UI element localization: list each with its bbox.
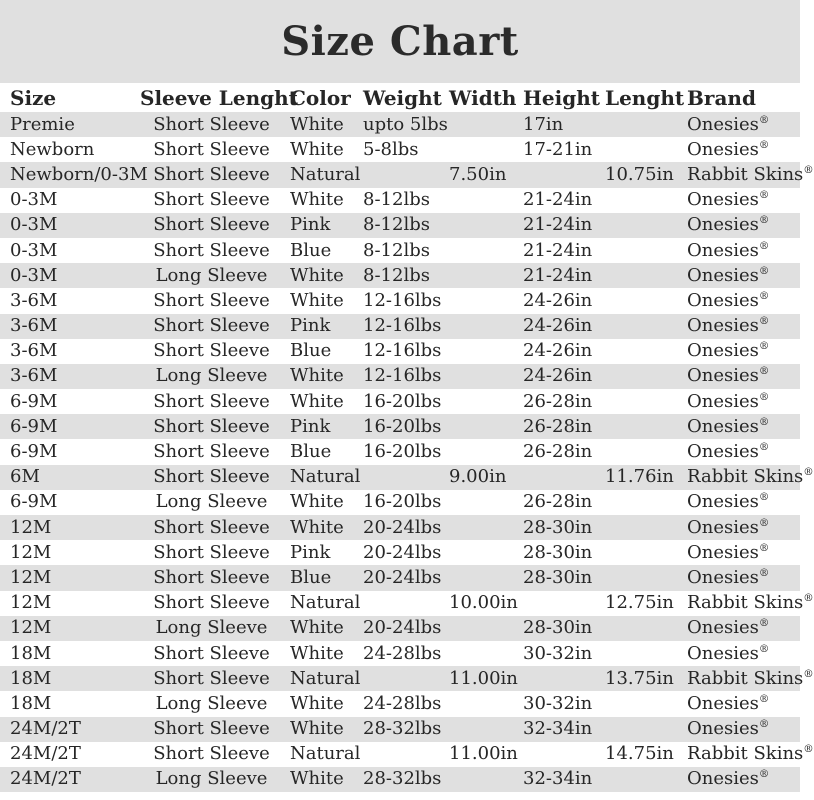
cell-sleeve_length: Short Sleeve	[153, 466, 270, 488]
cell-sleeve_length: Short Sleeve	[153, 566, 270, 588]
cell-size: 6-9M	[10, 441, 58, 463]
cell-brand: Onesies®	[687, 692, 770, 714]
cell-color: Blue	[290, 239, 332, 261]
cell-sleeve_length: Short Sleeve	[153, 340, 270, 362]
table-row	[0, 288, 800, 313]
cell-color: White	[290, 113, 344, 135]
column-header-length: Lenght	[605, 85, 685, 110]
cell-size: Newborn	[10, 138, 95, 160]
cell-sleeve_length: Long Sleeve	[155, 491, 268, 513]
cell-size: 24M/2T	[10, 743, 81, 765]
cell-weight: 24-28lbs	[363, 642, 442, 664]
column-header-brand: Brand	[687, 85, 756, 110]
cell-weight: 12-16lbs	[363, 315, 442, 337]
cell-brand: Onesies®	[687, 441, 770, 463]
cell-sleeve_length: Short Sleeve	[153, 239, 270, 261]
cell-color: Natural	[290, 163, 361, 185]
cell-color: White	[290, 718, 344, 740]
table-row	[0, 666, 814, 691]
cell-sleeve_length: Short Sleeve	[153, 138, 270, 160]
cell-color: Pink	[290, 315, 331, 337]
cell-size: 12M	[10, 592, 52, 614]
cell-weight: 16-20lbs	[363, 491, 442, 513]
cell-brand: Onesies®	[687, 189, 770, 211]
cell-sleeve_length: Long Sleeve	[155, 692, 268, 714]
table-row	[0, 742, 814, 767]
cell-height: 32-34in	[523, 768, 593, 790]
cell-brand: Onesies®	[687, 516, 770, 538]
cell-size: 0-3M	[10, 214, 58, 236]
cell-size: 18M	[10, 642, 52, 664]
cell-size: 3-6M	[10, 365, 58, 387]
cell-sleeve_length: Short Sleeve	[153, 642, 270, 664]
column-header-width: Width	[449, 85, 517, 110]
cell-weight: 8-12lbs	[363, 264, 430, 286]
cell-size: 0-3M	[10, 239, 58, 261]
cell-brand: Rabbit Skins®	[687, 743, 814, 765]
cell-height: 30-32in	[523, 692, 593, 714]
cell-height: 24-26in	[523, 289, 593, 311]
table-row	[0, 439, 800, 464]
cell-height: 28-30in	[523, 516, 593, 538]
size-chart-table	[0, 83, 814, 792]
table-row	[0, 188, 800, 213]
cell-size: 3-6M	[10, 289, 58, 311]
table-row	[0, 490, 800, 515]
cell-sleeve_length: Short Sleeve	[153, 390, 270, 412]
cell-brand: Onesies®	[687, 113, 770, 135]
cell-size: 18M	[10, 692, 52, 714]
cell-height: 28-30in	[523, 541, 593, 563]
cell-size: 6M	[10, 466, 40, 488]
cell-weight: 16-20lbs	[363, 441, 442, 463]
cell-sleeve_length: Short Sleeve	[153, 541, 270, 563]
cell-size: 12M	[10, 516, 52, 538]
cell-brand: Onesies®	[687, 617, 770, 639]
cell-height: 24-26in	[523, 365, 593, 387]
cell-color: White	[290, 289, 344, 311]
cell-sleeve_length: Short Sleeve	[153, 516, 270, 538]
cell-weight: 12-16lbs	[363, 365, 442, 387]
cell-length: 14.75in	[605, 743, 674, 765]
cell-height: 28-30in	[523, 617, 593, 639]
cell-sleeve_length: Short Sleeve	[153, 113, 270, 135]
cell-color: Pink	[290, 541, 331, 563]
cell-weight: 20-24lbs	[363, 541, 442, 563]
cell-height: 26-28in	[523, 441, 593, 463]
cell-height: 21-24in	[523, 214, 593, 236]
table-row	[0, 238, 800, 263]
cell-height: 26-28in	[523, 415, 593, 437]
cell-sleeve_length: Long Sleeve	[155, 365, 268, 387]
cell-color: White	[290, 516, 344, 538]
cell-weight: 28-32lbs	[363, 768, 442, 790]
cell-color: Natural	[290, 592, 361, 614]
cell-brand: Onesies®	[687, 340, 770, 362]
cell-sleeve_length: Long Sleeve	[155, 617, 268, 639]
cell-sleeve_length: Short Sleeve	[153, 415, 270, 437]
cell-sleeve_length: Short Sleeve	[153, 592, 270, 614]
cell-sleeve_length: Short Sleeve	[153, 163, 270, 185]
table-body	[0, 112, 814, 792]
cell-brand: Rabbit Skins®	[687, 163, 814, 185]
cell-height: 21-24in	[523, 189, 593, 211]
table-row	[0, 540, 800, 565]
table-row	[0, 112, 800, 137]
cell-length: 10.75in	[605, 163, 674, 185]
cell-sleeve_length: Short Sleeve	[153, 315, 270, 337]
cell-weight: 8-12lbs	[363, 214, 430, 236]
table-row	[0, 364, 800, 389]
cell-sleeve_length: Short Sleeve	[153, 743, 270, 765]
page-title: Size Chart	[281, 18, 519, 65]
table-header-row	[0, 83, 800, 112]
table-row	[0, 616, 800, 641]
cell-weight: 20-24lbs	[363, 617, 442, 639]
cell-size: 18M	[10, 667, 52, 689]
cell-height: 32-34in	[523, 718, 593, 740]
cell-length: 13.75in	[605, 667, 674, 689]
cell-height: 17-21in	[523, 138, 593, 160]
cell-size: 3-6M	[10, 315, 58, 337]
cell-height: 21-24in	[523, 264, 593, 286]
cell-brand: Onesies®	[687, 214, 770, 236]
cell-color: Natural	[290, 667, 361, 689]
cell-brand: Onesies®	[687, 541, 770, 563]
cell-size: 0-3M	[10, 189, 58, 211]
cell-weight: 8-12lbs	[363, 239, 430, 261]
cell-size: 12M	[10, 617, 52, 639]
cell-color: Pink	[290, 214, 331, 236]
cell-width: 9.00in	[449, 466, 507, 488]
cell-brand: Onesies®	[687, 289, 770, 311]
cell-brand: Onesies®	[687, 390, 770, 412]
cell-sleeve_length: Short Sleeve	[153, 214, 270, 236]
cell-height: 17in	[523, 113, 564, 135]
table-row	[0, 591, 814, 616]
cell-weight: 20-24lbs	[363, 516, 442, 538]
title-band	[0, 0, 800, 83]
table-row	[0, 717, 800, 742]
table-row	[0, 137, 800, 162]
table-row	[0, 213, 800, 238]
cell-size: 6-9M	[10, 491, 58, 513]
table-row	[0, 465, 814, 490]
cell-color: Natural	[290, 743, 361, 765]
cell-size: 6-9M	[10, 415, 58, 437]
cell-weight: 8-12lbs	[363, 189, 430, 211]
table-row	[0, 515, 800, 540]
cell-brand: Rabbit Skins®	[687, 466, 814, 488]
cell-color: White	[290, 138, 344, 160]
cell-size: 12M	[10, 541, 52, 563]
column-header-sleeve-length: Sleeve Lenght	[140, 85, 298, 110]
cell-size: 24M/2T	[10, 718, 81, 740]
table-row	[0, 414, 800, 439]
cell-color: White	[290, 365, 344, 387]
cell-sleeve_length: Short Sleeve	[153, 718, 270, 740]
cell-height: 28-30in	[523, 566, 593, 588]
cell-brand: Onesies®	[687, 491, 770, 513]
cell-width: 10.00in	[449, 592, 518, 614]
cell-color: Blue	[290, 566, 332, 588]
cell-height: 24-26in	[523, 340, 593, 362]
table-row	[0, 389, 800, 414]
cell-length: 11.76in	[605, 466, 674, 488]
table-row	[0, 314, 800, 339]
table-row	[0, 162, 814, 187]
cell-sleeve_length: Short Sleeve	[153, 667, 270, 689]
cell-color: White	[290, 642, 344, 664]
cell-brand: Onesies®	[687, 315, 770, 337]
cell-brand: Onesies®	[687, 718, 770, 740]
cell-height: 24-26in	[523, 315, 593, 337]
cell-sleeve_length: Long Sleeve	[155, 768, 268, 790]
cell-width: 11.00in	[449, 667, 518, 689]
cell-size: 6-9M	[10, 390, 58, 412]
cell-weight: upto 5lbs	[363, 113, 448, 135]
column-header-color: Color	[290, 85, 351, 110]
cell-length: 12.75in	[605, 592, 674, 614]
cell-brand: Onesies®	[687, 138, 770, 160]
cell-size: 12M	[10, 566, 52, 588]
cell-weight: 20-24lbs	[363, 566, 442, 588]
cell-color: Blue	[290, 340, 332, 362]
table-row	[0, 339, 800, 364]
cell-color: Natural	[290, 466, 361, 488]
cell-weight: 5-8lbs	[363, 138, 419, 160]
cell-weight: 16-20lbs	[363, 415, 442, 437]
cell-color: White	[290, 189, 344, 211]
cell-size: 24M/2T	[10, 768, 81, 790]
cell-size: 0-3M	[10, 264, 58, 286]
table-row	[0, 641, 800, 666]
cell-color: White	[290, 390, 344, 412]
table-row	[0, 263, 800, 288]
cell-height: 21-24in	[523, 239, 593, 261]
cell-size: Premie	[10, 113, 75, 135]
cell-brand: Onesies®	[687, 566, 770, 588]
column-header-height: Height	[523, 85, 600, 110]
cell-color: White	[290, 768, 344, 790]
cell-width: 7.50in	[449, 163, 507, 185]
cell-height: 26-28in	[523, 390, 593, 412]
cell-size: Newborn/0-3M	[10, 163, 148, 185]
cell-color: Blue	[290, 441, 332, 463]
cell-sleeve_length: Short Sleeve	[153, 441, 270, 463]
cell-weight: 28-32lbs	[363, 718, 442, 740]
cell-brand: Onesies®	[687, 239, 770, 261]
cell-weight: 24-28lbs	[363, 692, 442, 714]
cell-color: White	[290, 692, 344, 714]
table-row	[0, 691, 800, 716]
cell-brand: Rabbit Skins®	[687, 667, 814, 689]
cell-brand: Onesies®	[687, 365, 770, 387]
cell-weight: 12-16lbs	[363, 340, 442, 362]
cell-color: Pink	[290, 415, 331, 437]
cell-brand: Onesies®	[687, 415, 770, 437]
cell-width: 11.00in	[449, 743, 518, 765]
cell-height: 26-28in	[523, 491, 593, 513]
cell-height: 30-32in	[523, 642, 593, 664]
cell-brand: Onesies®	[687, 642, 770, 664]
cell-weight: 16-20lbs	[363, 390, 442, 412]
cell-brand: Onesies®	[687, 768, 770, 790]
table-row	[0, 767, 800, 792]
column-header-weight: Weight	[363, 85, 442, 110]
column-header-size: Size	[10, 85, 57, 110]
cell-sleeve_length: Short Sleeve	[153, 189, 270, 211]
cell-sleeve_length: Short Sleeve	[153, 289, 270, 311]
cell-sleeve_length: Long Sleeve	[155, 264, 268, 286]
cell-size: 3-6M	[10, 340, 58, 362]
cell-brand: Onesies®	[687, 264, 770, 286]
table-row	[0, 565, 800, 590]
cell-color: White	[290, 264, 344, 286]
cell-color: White	[290, 491, 344, 513]
cell-color: White	[290, 617, 344, 639]
cell-brand: Rabbit Skins®	[687, 592, 814, 614]
cell-weight: 12-16lbs	[363, 289, 442, 311]
